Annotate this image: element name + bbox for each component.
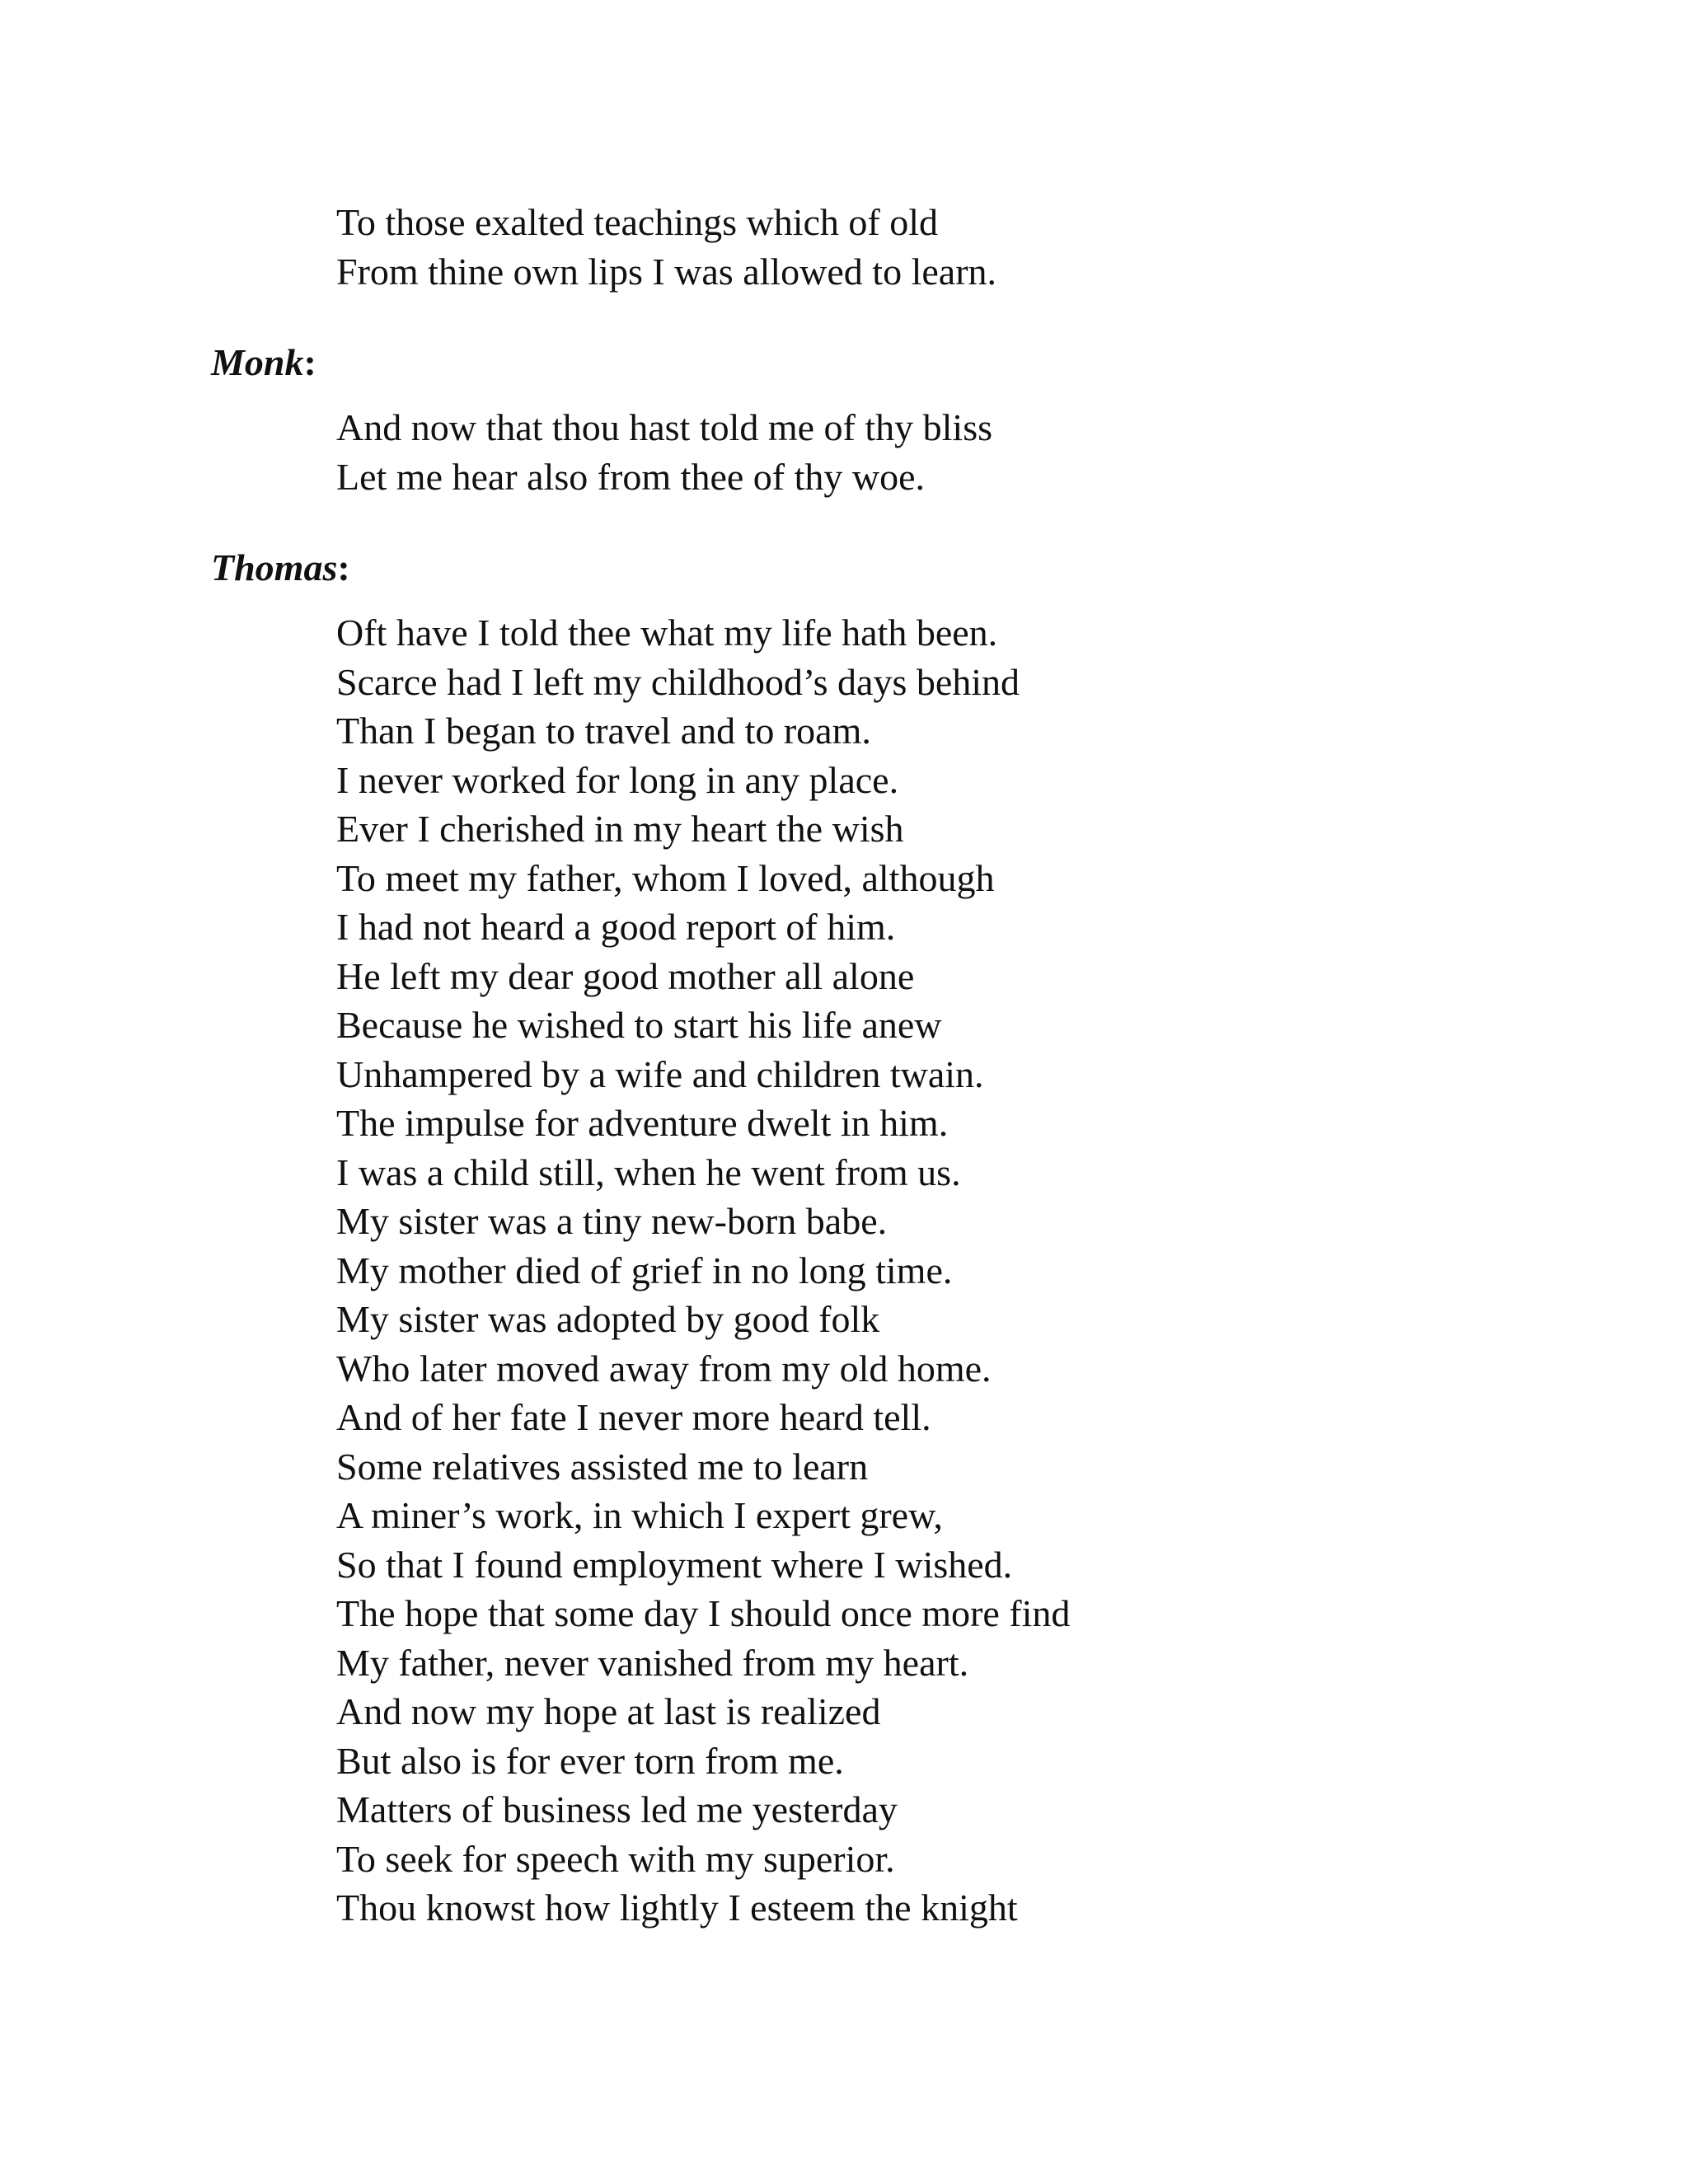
speaker-name: Thomas bbox=[211, 546, 338, 588]
monk-verse bbox=[336, 403, 992, 501]
verse-line: Ever I cherished in my heart the wish bbox=[336, 808, 904, 850]
verse-line: My sister was a tiny new-born babe. bbox=[336, 1200, 888, 1242]
speaker-colon: : bbox=[303, 341, 316, 383]
opening-verse bbox=[336, 198, 996, 296]
verse-line: Let me hear also from thee of thy woe. bbox=[336, 455, 926, 498]
verse-line: Than I began to travel and to roam. bbox=[336, 710, 871, 752]
speaker-monk bbox=[211, 338, 316, 387]
verse-line: He left my dear good mother all alone bbox=[336, 954, 915, 997]
speaker-name: Monk bbox=[211, 341, 304, 383]
verse-line: I had not heard a good report of him. bbox=[336, 906, 896, 948]
verse-line: A miner’s work, in which I expert grew, bbox=[336, 1494, 943, 1536]
verse-line: The hope that some day I should once more find bbox=[336, 1592, 1071, 1634]
verse-line: My sister was adopted by good folk bbox=[336, 1298, 880, 1340]
verse-line: But also is for ever torn from me. bbox=[336, 1739, 844, 1782]
verse-line: From thine own lips I was allowed to learn. bbox=[336, 250, 997, 293]
verse-line: Thou knowst how lightly I esteem the knight bbox=[336, 1886, 1018, 1929]
verse-line: To meet my father, whom I loved, although bbox=[336, 856, 995, 899]
verse-line: The impulse for adventure dwelt in him. bbox=[336, 1102, 949, 1144]
verse-line: And now that thou hast told me of thy bliss bbox=[336, 406, 993, 448]
verse-line: Who later moved away from my old home. bbox=[336, 1347, 992, 1390]
speaker-thomas bbox=[211, 543, 350, 593]
verse-line: And of her fate I never more heard tell. bbox=[336, 1396, 931, 1438]
verse-line: I was a child still, when he went from us. bbox=[336, 1151, 961, 1193]
verse-line: Oft have I told thee what my life hath been. bbox=[336, 612, 998, 654]
verse-line: So that I found employment where I wished. bbox=[336, 1543, 1013, 1586]
verse-line: Scarce had I left my childhood’s days behind bbox=[336, 660, 1020, 703]
verse-line: My mother died of grief in no long time. bbox=[336, 1249, 953, 1291]
thomas-verse bbox=[336, 608, 1070, 1933]
speaker-colon: : bbox=[337, 546, 350, 588]
verse-line: Unhampered by a wife and children twain. bbox=[336, 1052, 984, 1095]
verse-line: My father, never vanished from my heart. bbox=[336, 1641, 969, 1684]
verse-line: To those exalted teachings which of old bbox=[336, 201, 939, 243]
verse-line: And now my hope at last is realized bbox=[336, 1690, 881, 1732]
verse-line: Some relatives assisted me to learn bbox=[336, 1445, 869, 1488]
verse-line: Matters of business led me yesterday bbox=[336, 1788, 898, 1830]
verse-line: Because he wished to start his life anew bbox=[336, 1004, 942, 1046]
verse-line: To seek for speech with my superior. bbox=[336, 1837, 895, 1880]
verse-line: I never worked for long in any place. bbox=[336, 758, 899, 801]
